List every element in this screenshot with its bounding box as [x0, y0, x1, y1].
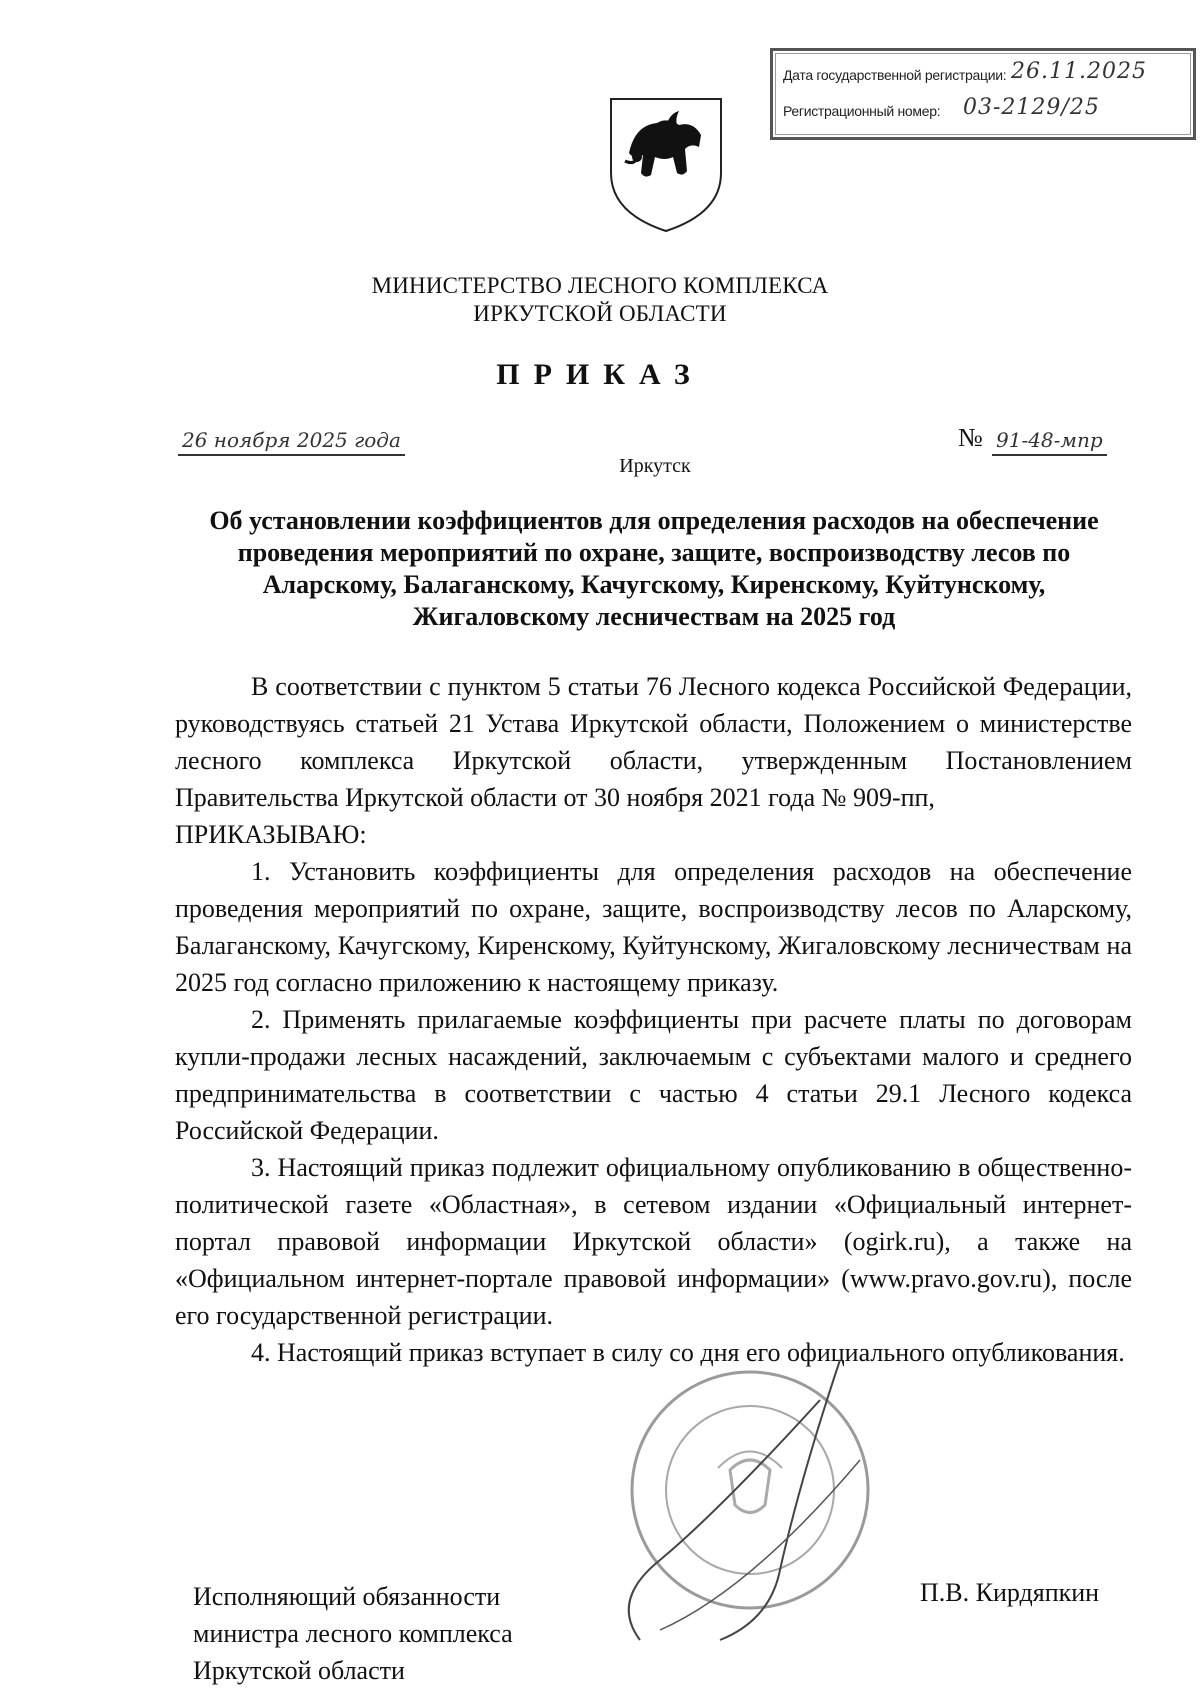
signatory-position-line1: Исполняющий обязанности	[193, 1582, 501, 1611]
preamble-paragraph: В соответствии с пунктом 5 статьи 76 Лесного кодекса Российской Федерации, руководствуясь статьей 21 Устава Иркутской области, Положением о министерстве лесного комплекса Иркутской области, утвержденным Постановлением Правительства Иркутской области от 30 ноября 2021 года № 909-пп,	[175, 672, 1132, 812]
coat-of-arms-icon	[607, 95, 725, 235]
order-item-3: 3. Настоящий приказ подлежит официальному опубликованию в общественно-политической газете «Областная», в сетевом издании «Официальный интернет-портал правовой информации Иркутской области» (ogirk.ru), а также на «Официальном интернет-портале правовой информации» (www.pravo.gov.ru), после его государственной регистрации.	[175, 1153, 1132, 1330]
order-subject: Об установлении коэффициентов для определения расходов на обеспечение проведения мероприятий по охране, защите, воспроизводству лесов по Аларскому, Балаганскому, Качугскому, Киренскому, Куйтунскому, Жигаловскому лесничествам на 2025 год	[209, 506, 1099, 631]
signatory-position	[193, 1578, 513, 1689]
order-date: 26 ноября 2025 года	[178, 428, 405, 456]
registration-number-value: 03-2129/25	[963, 95, 1100, 120]
order-body	[175, 668, 1132, 1371]
order-item-2: 2. Применять прилагаемые коэффициенты при расчете платы по договорам купли-продажи лесных насаждений, заключаемым с субъектами малого и среднего предпринимательства в соответствии с частью 4 статьи 29.1 Лесного кодекса Российской Федерации.	[175, 1005, 1132, 1145]
order-number: 91-48-мпр	[992, 428, 1107, 456]
ministry-name-line2: ИРКУТСКОЙ ОБЛАСТИ	[473, 301, 727, 326]
document-type-title: ПРИКАЗ	[496, 358, 704, 391]
registration-date-value: 26.11.2025	[1011, 59, 1147, 84]
order-item-4: 4. Настоящий приказ вступает в силу со дня его официального опубликования.	[251, 1338, 1125, 1367]
registration-number-label: Регистрационный номер:	[783, 103, 941, 119]
city: Иркутск	[619, 455, 691, 477]
official-seal-icon	[600, 1340, 900, 1660]
order-number-label: №	[958, 423, 983, 452]
ministry-name-line1: МИНИСТЕРСТВО ЛЕСНОГО КОМПЛЕКСА	[371, 273, 829, 298]
order-item-1: 1. Установить коэффициенты для определения расходов на обеспечение проведения мероприятий по охране, защите, воспроизводству лесов по Аларскому, Балаганскому, Качугскому, Киренскому, Куйтунскому, Жигаловскому лесничествам на 2025 год согласно приложению к настоящему приказу.	[175, 857, 1132, 997]
registration-stamp	[770, 48, 1196, 140]
signatory-position-line3: Иркутской области	[193, 1656, 405, 1685]
signatory-name: П.В. Кирдяпкин	[920, 1578, 1100, 1607]
signatory-position-line2: министра лесного комплекса	[193, 1619, 513, 1648]
registration-date-label: Дата государственной регистрации:	[783, 67, 1007, 83]
order-word: ПРИКАЗЫВАЮ:	[175, 820, 367, 849]
